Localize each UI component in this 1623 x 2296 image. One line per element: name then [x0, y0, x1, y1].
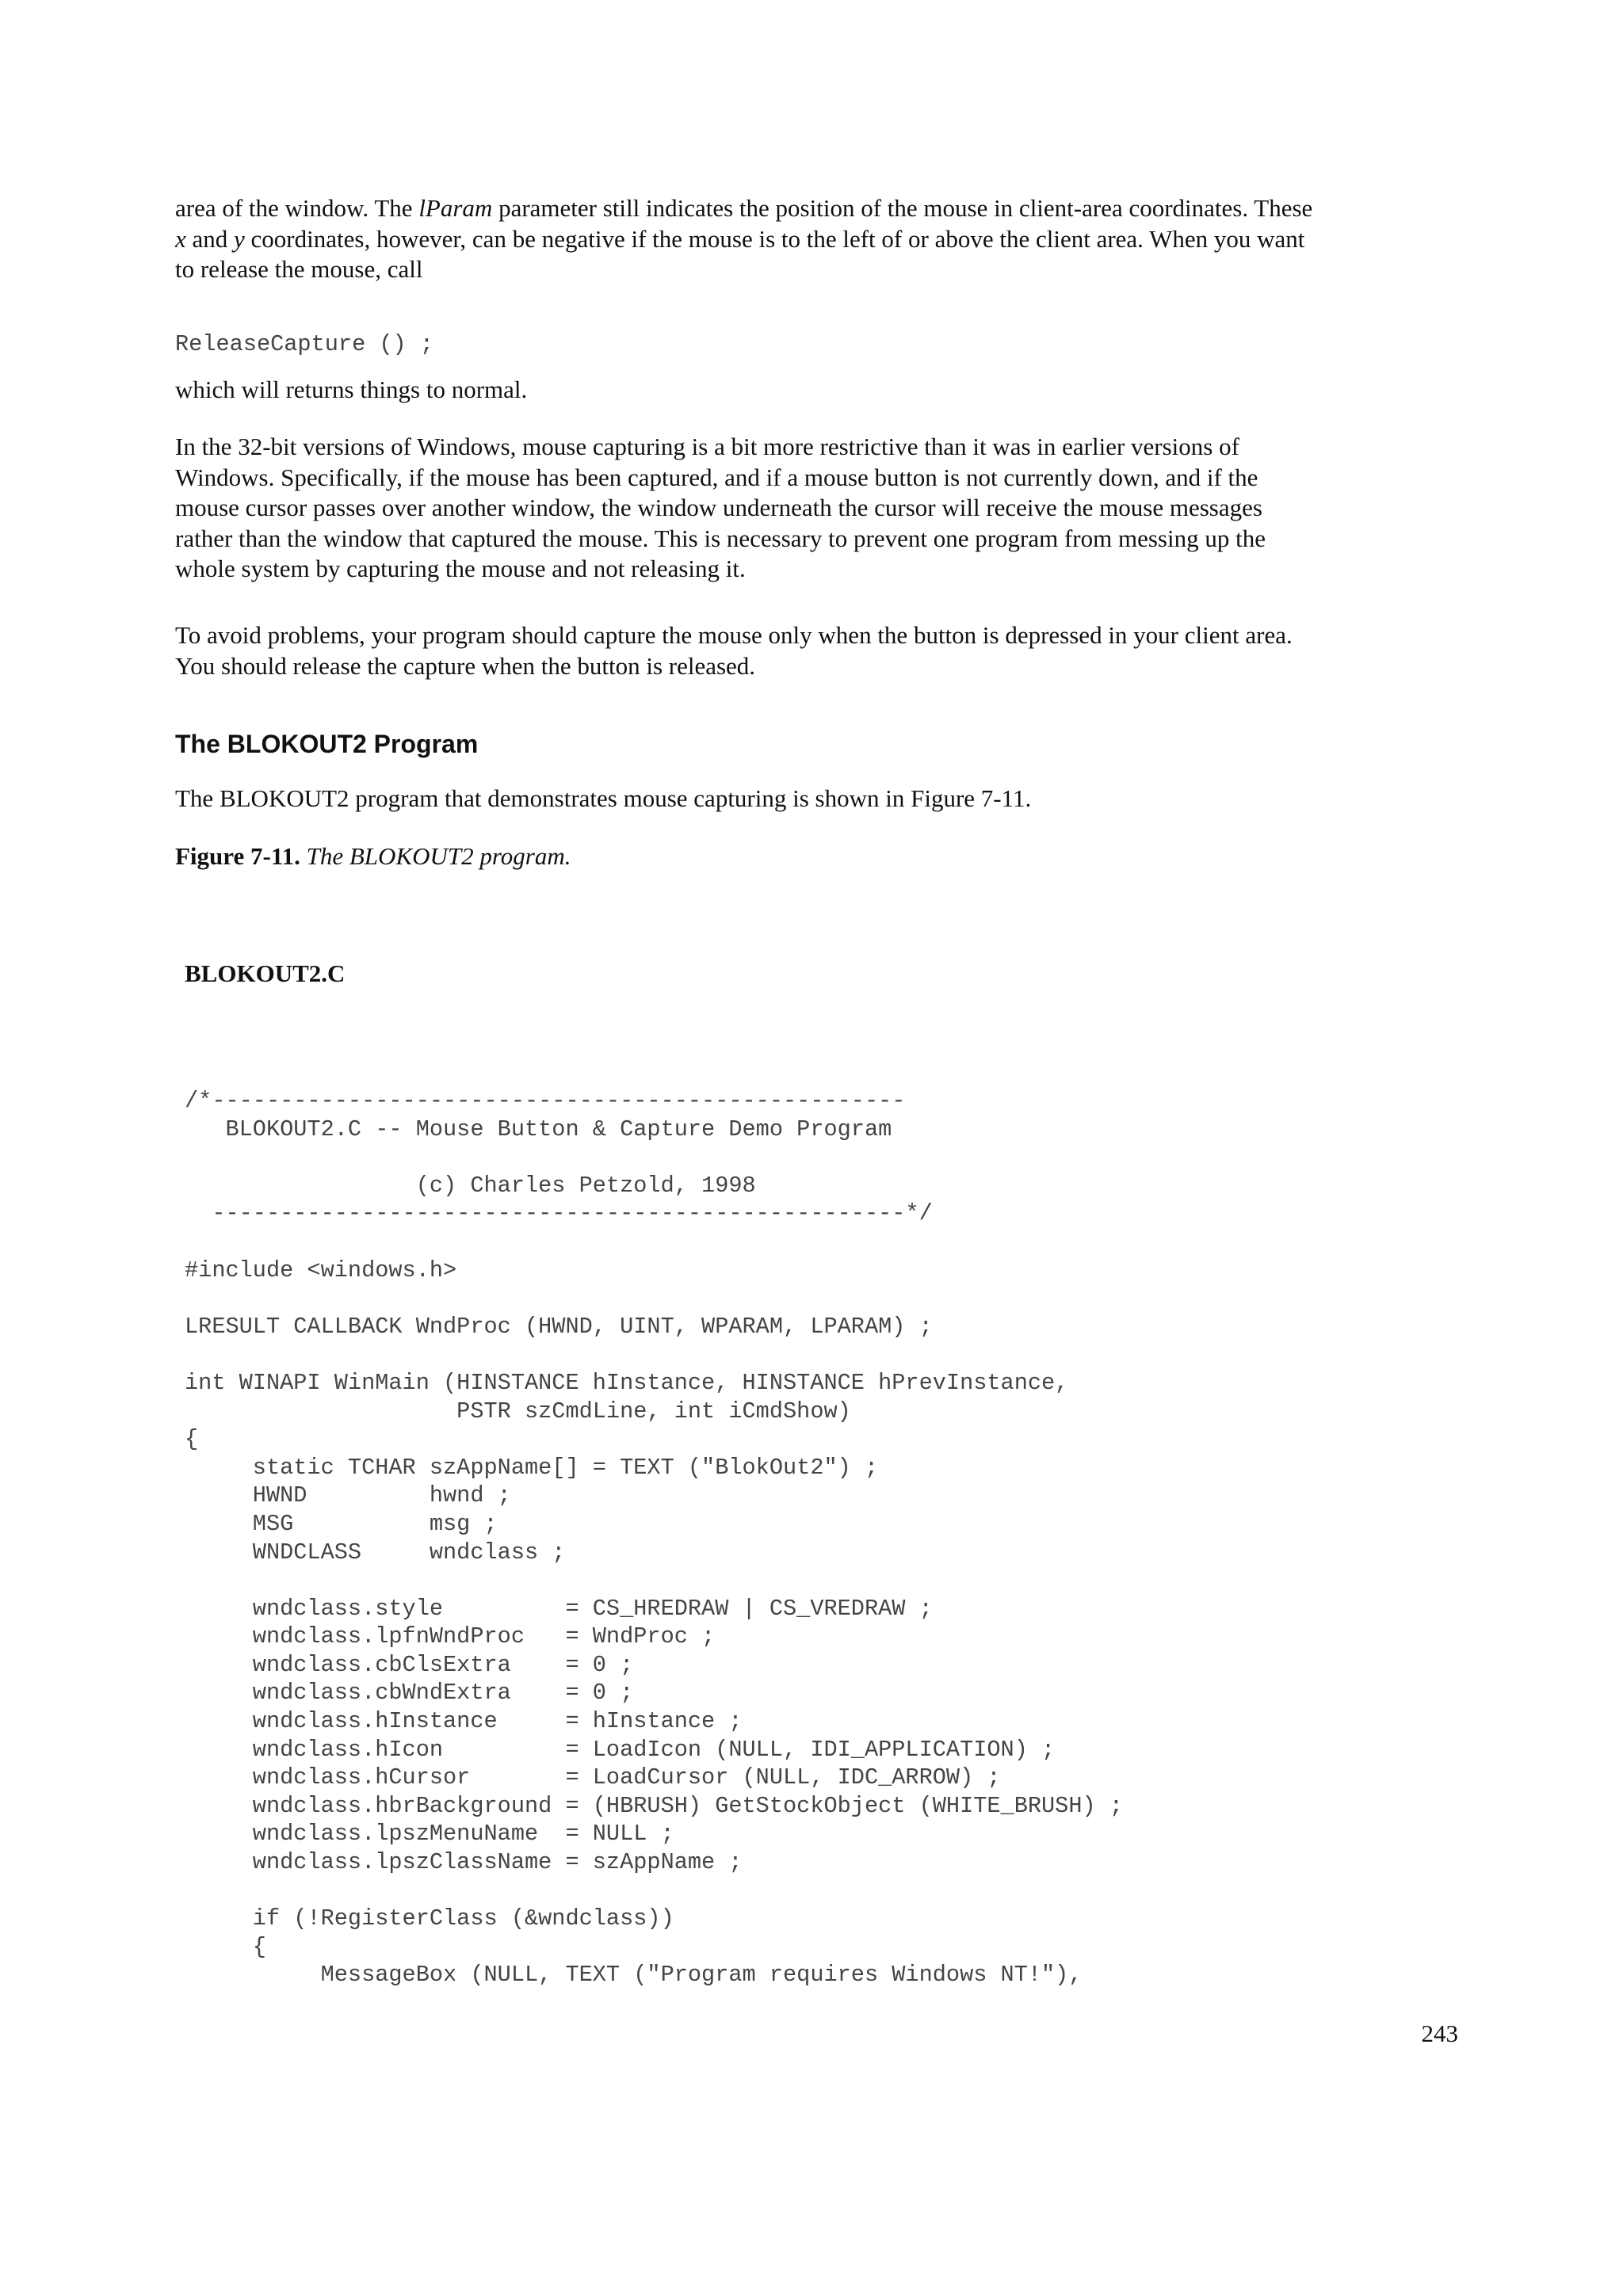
intro-text-2: parameter still indicates the position of the mouse in client-area coordinates. These: [492, 194, 1313, 222]
x-term: x: [175, 224, 186, 253]
intro-text-3: and: [185, 224, 235, 253]
y-term: y: [234, 224, 245, 253]
figure-caption: [175, 841, 571, 871]
avoid-problems-paragraph: To avoid problems, your program should capture the mouse only when the button is depressed in your client area. You should release the capture when the button is released.: [175, 621, 1293, 680]
lparam-term: lParam: [418, 194, 493, 222]
code-listing: /*--------------------------------------------------- BLOKOUT2.C -- Mouse Button & Capture Demo Program (c) Charles Petzold, 1998 ---------------------------------------------------*/ #include <windows.h> LRESULT CALLBACK WndProc (HWND, UINT, WPARAM, LPARAM) ; int WINAPI WinMain (HINSTANCE hInstance, HINSTANCE hPrevInstance, PSTR szCmdLine, int iCmdShow) { static TCHAR szAppName[] = TEXT ("BlokOut2") ; HWND hwnd ; MSG msg ; WNDCLASS wndclass ; wndclass.style = CS_HREDRAW | CS_VREDRAW ; wndclass.lpfnWndProc = WndProc ; wndclass.cbClsExtra = 0 ; wndclass.cbWndExtra = 0 ; wndclass.hInstance = hInstance ; wndclass.hIcon = LoadIcon (NULL, IDI_APPLICATION) ; wndclass.hCursor = LoadCursor (NULL, IDC_ARROW) ; wndclass.hbrBackground = (HBRUSH) GetStockObject (WHITE_BRUSH) ; wndclass.lpszMenuName = NULL ; wndclass.lpszClassName = szAppName ; if (!RegisterClass (&wndclass)) { MessageBox (NULL, TEXT ("Program requires Windows NT!"),: [185, 1088, 1123, 1989]
section-intro-text: The BLOKOUT2 program that demonstrates mouse capturing is shown in Figure 7-11.: [175, 784, 1032, 812]
page-number: 243: [1421, 2019, 1458, 2047]
section-heading: The BLOKOUT2 Program: [175, 730, 479, 758]
figure-caption-text: The BLOKOUT2 program.: [300, 842, 571, 870]
release-capture-code: ReleaseCapture () ;: [175, 331, 434, 357]
after-release-text: which will returns things to normal.: [175, 376, 528, 403]
intro-text-4: coordinates, however, can be negative if the mouse is to the left of or above the client area. When you want: [244, 224, 1305, 253]
figure-label: Figure 7-11.: [175, 842, 300, 870]
intro-paragraph: [175, 193, 1459, 285]
intro-text-5: to release the mouse, call: [175, 255, 423, 283]
intro-text-1: area of the window. The: [175, 194, 419, 222]
file-title: BLOKOUT2.C: [185, 959, 346, 987]
capturing-paragraph: In the 32-bit versions of Windows, mouse capturing is a bit more restrictive than it was in earlier versions of Windows. Specifically, if the mouse has been captured, and if a mouse button is not currently down, and if the mouse cursor passes over another window, the window underneath the cursor will receive the mouse messages rather than the window that captured the mouse. This is necessary to prevent one program from messing up the whole system by capturing the mouse and not releasing it.: [175, 433, 1266, 582]
